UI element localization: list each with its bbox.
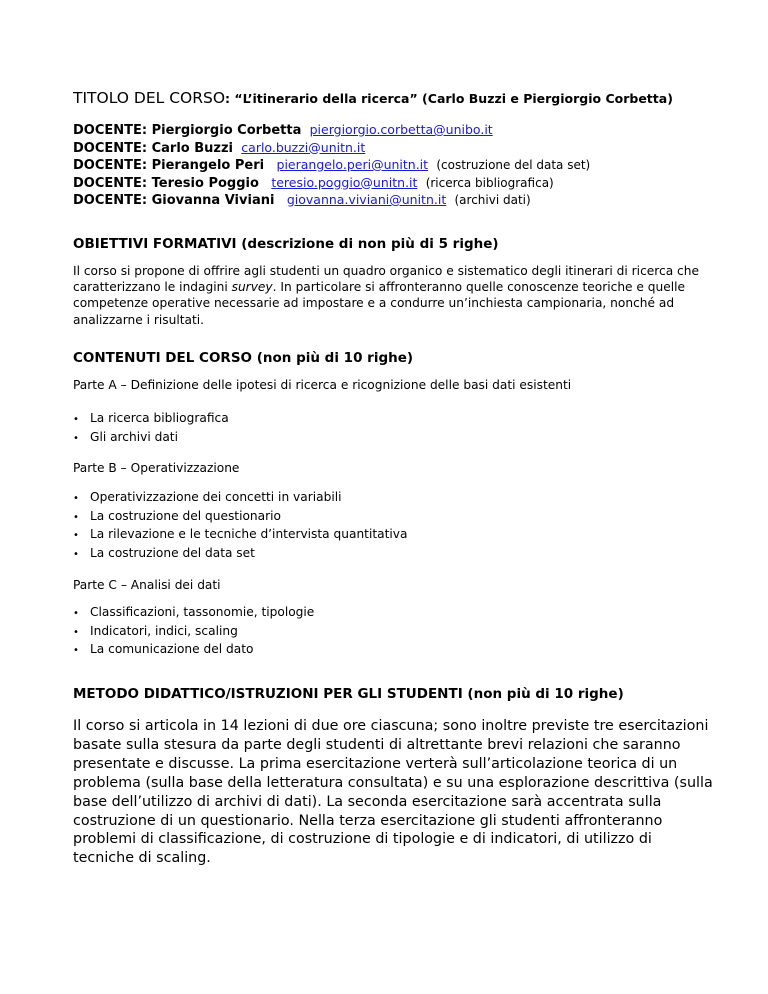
bullet-icon: • [73, 608, 79, 619]
list-item [73, 546, 407, 565]
list-item-text: Operativizzazione dei concetti in variabili [90, 490, 342, 504]
list-item [73, 430, 229, 449]
teacher-name: DOCENTE: Teresio Poggio [73, 175, 259, 191]
objectives-text-part: . In particolare si affronteranno quelle conoscenze teoriche e quelle competenze operative necessarie ad impostare e a condurre un’inchiesta campionaria, nonché ad analizzarne i risultati. [73, 280, 686, 327]
list-item [73, 605, 314, 624]
list-item [73, 642, 314, 661]
list-item-text: La comunicazione del dato [90, 642, 254, 656]
teacher-row [73, 122, 590, 140]
method-heading: METODO DIDATTICO/ISTRUZIONI PER GLI STUDENTI (non più di 10 righe) [73, 686, 624, 702]
teacher-role-note: (costruzione del data set) [436, 158, 591, 172]
teacher-row [73, 192, 590, 210]
list-item [73, 490, 407, 509]
part-item-list [73, 490, 407, 564]
method-text: Il corso si articola in 14 lezioni di due ore ciascuna; sono inoltre previste tre esercitazioni basate sulla stesura da parte degli studenti di altrettante brevi relazioni che saranno presentate e discusse. La prima esercitazione verterà sull’articolazione teorica di un problema (sulla base della letteratura consultata) e su una esplorazione descrittiva (sulla base dell’utilizzo di archivi di dati). La seconda esercitazione sarà accentrata sulla costruzione di un questionario. Nella terza esercitazione gli studenti affronteranno problemi di classificazione, di costruzione di tipologie e di indicatori, di utilizzo di tecniche di scaling. [73, 718, 713, 867]
bullet-icon: • [73, 530, 79, 541]
part-title: Parte C – Analisi dei dati [73, 578, 221, 592]
course-title [73, 88, 673, 107]
bullet-icon: • [73, 511, 79, 523]
list-item-text: Classificazioni, tassonomie, tipologie [90, 605, 315, 619]
teacher-email-link[interactable]: pierangelo.peri@unitn.it [276, 157, 429, 172]
bullet-icon: • [73, 626, 79, 638]
list-item [73, 527, 407, 546]
part-title: Parte B – Operativizzazione [73, 461, 240, 475]
bullet-icon: • [73, 493, 79, 504]
teacher-name: DOCENTE: Giovanna Viviani [73, 193, 275, 208]
objectives-text [73, 263, 703, 328]
list-item [73, 624, 314, 643]
list-item-text: La ricerca bibliografica [90, 411, 229, 425]
objectives-heading: OBIETTIVI FORMATIVI (descrizione di non più di 5 righe) [73, 236, 499, 252]
teacher-name: DOCENTE: Carlo Buzzi [73, 140, 234, 156]
teacher-name: DOCENTE: Pierangelo Peri [73, 158, 265, 173]
teacher-row [73, 157, 590, 175]
contents-heading: CONTENUTI DEL CORSO (non più di 10 righe) [73, 350, 414, 366]
bullet-icon: • [73, 548, 79, 560]
list-item-text: La costruzione del questionario [90, 508, 281, 523]
teacher-row [73, 175, 590, 193]
teacher-role-note: (archivi dati) [454, 193, 531, 207]
teacher-row [73, 140, 590, 158]
list-item [73, 411, 229, 430]
bullet-icon: • [73, 432, 79, 444]
part-item-list [73, 605, 314, 661]
bullet-icon: • [73, 414, 79, 425]
list-item-text: La rilevazione e le tecniche d’intervista quantitativa [90, 527, 408, 541]
objectives-text-italic: survey [231, 280, 273, 295]
teacher-name: DOCENTE: Piergiorgio Corbetta [73, 123, 302, 138]
bullet-icon: • [73, 645, 79, 656]
teacher-role-note: (ricerca bibliografica) [425, 175, 554, 190]
list-item-text: La costruzione del data set [90, 545, 255, 560]
course-title-label: TITOLO DEL CORSO [73, 89, 226, 107]
teacher-list [73, 122, 590, 210]
list-item-text: Indicatori, indici, scaling [90, 623, 238, 638]
course-title-value: : “L’itinerario della ricerca” (Carlo Buzzi e Piergiorgio Corbetta) [225, 91, 673, 106]
teacher-email-link[interactable]: giovanna.viviani@unitn.it [286, 192, 447, 207]
list-item-text: Gli archivi dati [90, 429, 178, 444]
part-item-list [73, 411, 229, 448]
teacher-email-link[interactable]: carlo.buzzi@unitn.it [241, 139, 366, 155]
teacher-email-link[interactable]: teresio.poggio@unitn.it [271, 174, 418, 190]
objectives-text-part: Il corso si propone di offrire agli studenti un quadro organico e sistematico degli itinerari di ricerca che caratterizzano le indagini [73, 264, 699, 295]
teacher-email-link[interactable]: piergiorgio.corbetta@unibo.it [309, 122, 493, 137]
list-item [73, 509, 407, 528]
part-title: Parte A – Definizione delle ipotesi di ricerca e ricognizione delle basi dati esistenti [73, 378, 572, 392]
